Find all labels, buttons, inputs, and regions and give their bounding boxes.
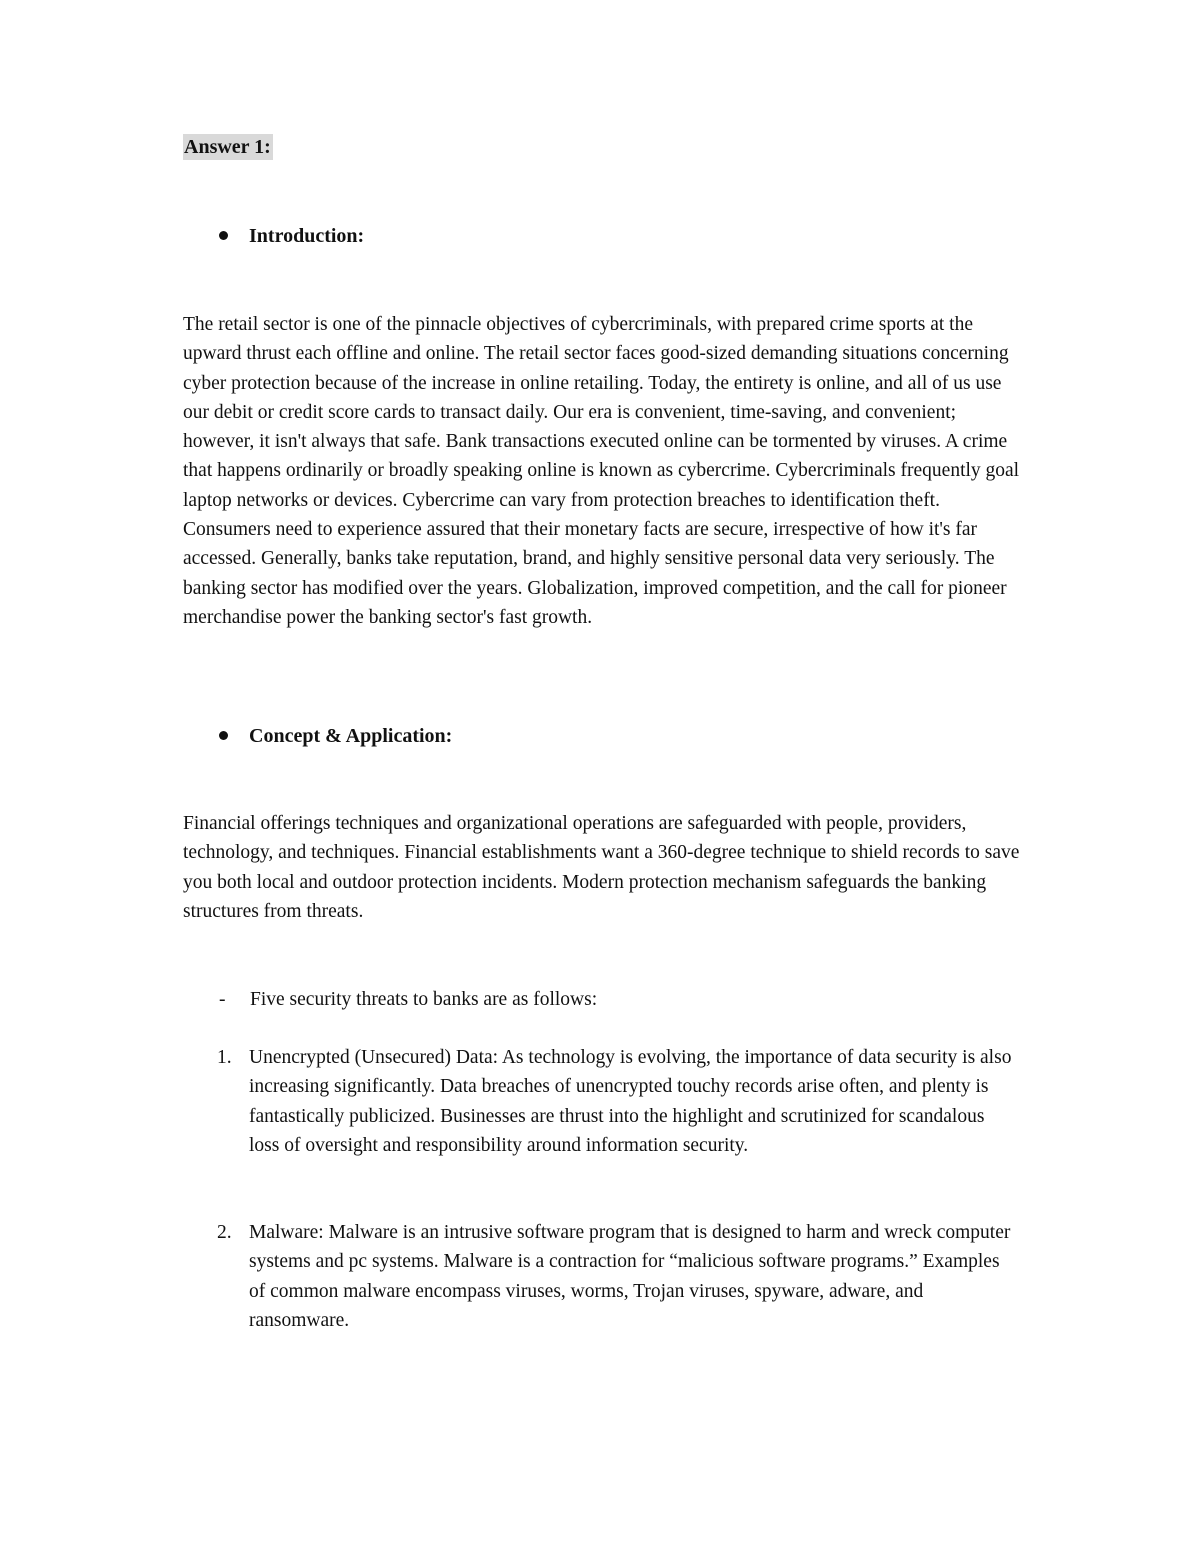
- list-item: [217, 1218, 1017, 1335]
- dash-marker: -: [219, 989, 226, 1010]
- bullet-icon: [219, 731, 228, 740]
- threats-intro-text: Five security threats to banks are as follows:: [250, 989, 598, 1010]
- threats-intro: [219, 985, 597, 1014]
- list-number: 2.: [217, 1222, 232, 1243]
- answer-heading: Answer 1:: [184, 136, 271, 158]
- list-item-text: Malware: Malware is an intrusive software program that is designed to harm and wreck computer systems and pc systems. Malware is a contraction for “malicious software programs.” Examples of common malware encompass viruses, worms, Trojan viruses, spyware, adware, and ransomware.: [249, 1222, 1011, 1331]
- bullet-icon: [219, 231, 228, 240]
- introduction-paragraph: The retail sector is one of the pinnacle objectives of cybercriminals, with prepared crime sports at the upward thrust each offline and online. The retail sector faces good-sized demanding situations concerning cyber protection because of the increase in online retailing. Today, the entirety is online, and all of us use our debit or credit score cards to transact daily. Our era is convenient, time-saving, and convenient; however, it isn't always that safe. Bank transactions executed online can be tormented by viruses. A crime that happens ordinarily or broadly speaking online is known as cybercrime. Cybercriminals frequently goal laptop networks or devices. Cybercrime can vary from protection breaches to identification theft. Consumers need to experience assured that their monetary facts are secure, irrespective of how it's far accessed. Generally, banks take reputation, brand, and highly sensitive personal data very seriously. The banking sector has modified over the years. Globalization, improved competition, and the call for pioneer merchandise power the banking sector's fast growth.: [183, 314, 1020, 628]
- section-heading-concept-application: [219, 723, 452, 749]
- list-number: 1.: [217, 1047, 232, 1068]
- section-heading-introduction: [219, 223, 364, 249]
- list-item-text: Unencrypted (Unsecured) Data: As technology is evolving, the importance of data security is also increasing significantly. Data breaches of unencrypted touchy records arise often, and plenty is fantastically publicized. Businesses are thrust into the highlight and scrutinized for scandalous loss of oversight and responsibility around information security.: [249, 1047, 1012, 1156]
- section-title: Concept & Application:: [249, 725, 453, 747]
- concept-paragraph: Financial offerings techniques and organizational operations are safeguarded with people, providers, technology, and techniques. Financial establishments want a 360-degree technique to shield records to save you both local and outdoor protection incidents. Modern protection mechanism safeguards the banking structures from threats.: [183, 813, 1020, 922]
- list-item: [217, 1043, 1017, 1160]
- section-title: Introduction:: [249, 225, 365, 247]
